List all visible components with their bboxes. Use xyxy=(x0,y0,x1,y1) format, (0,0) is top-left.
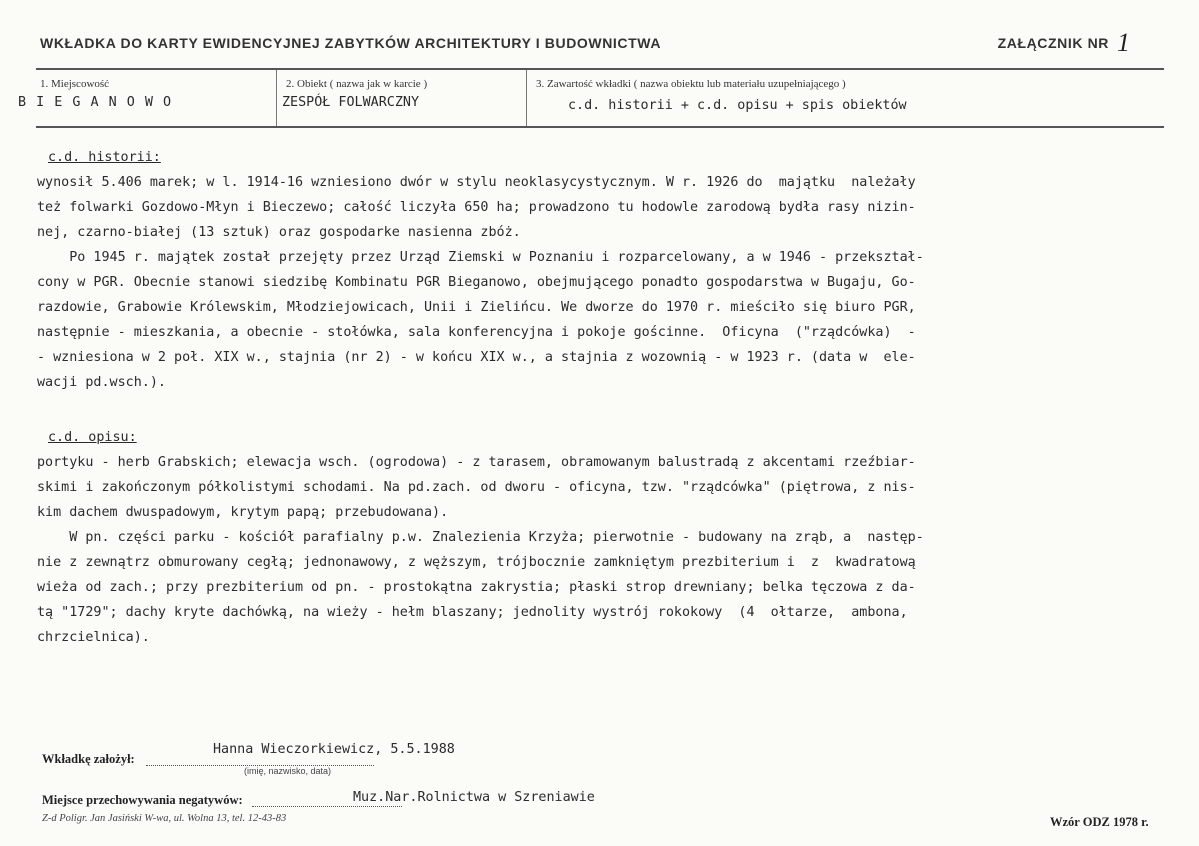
description-line: portyku - herb Grabskich; elewacja wsch. (ogrodowa) - z tarasem, obramowanym balustradą z akcentami rzeźbiar- xyxy=(37,455,916,470)
negatives-value: Muz.Nar.Rolnictwa w Szreniawie xyxy=(353,790,595,805)
history-line: cony w PGR. Obecnie stanowi siedzibę Kombinatu PGR Bieganowo, obejmującego ponadto gospodarstwa w Bugaju, Go- xyxy=(37,275,916,290)
description-line: wieża od zach.; przy prezbiterium od pn. - prostokątna zakrystia; płaski strop drewniany; belka tęczowa z da- xyxy=(37,580,916,595)
field-divider-2 xyxy=(526,70,527,126)
field-2-value: ZESPÓŁ FOLWARCZNY xyxy=(282,95,420,110)
description-line: kim dachem dwuspadowym, krytym papą; przebudowana). xyxy=(37,505,449,520)
negatives-label: Miejsce przechowywania negatywów: xyxy=(42,793,243,807)
history-line: następnie - mieszkania, a obecnie - stołówka, sala konferencyjna i pokoje gościnne. Oficyna ("rządcówka) - xyxy=(37,325,916,340)
field-divider-1 xyxy=(276,70,277,126)
field-3-label: 3. Zawartość wkładki ( nazwa obiektu lub materiału uzupełniającego ) xyxy=(536,78,846,90)
description-line: nie z zewnątrz obmurowany cegłą; jednonawowy, z węższym, trójbocznie zamkniętym prezbiterium i z kwadratową xyxy=(37,555,916,570)
field-1-label: 1. Miejscowość xyxy=(40,78,110,90)
annex-label: ZAŁĄCZNIK NR xyxy=(997,35,1109,51)
description-line: chrzcielnica). xyxy=(37,630,150,645)
history-line: - wzniesiona w 2 poł. XIX w., stajnia (nr 2) - w końcu XIX w., a stajnia z wozownią - w 1923 r. (data w ele- xyxy=(37,350,916,365)
description-line: skimi i zakończonym półkolistymi schodami. Na pd.zach. od dworu - oficyna, tzw. "rządcówka" (piętrowa, z nis- xyxy=(37,480,916,495)
founder-value: Hanna Wieczorkiewicz, 5.5.1988 xyxy=(213,742,455,757)
history-heading: c.d. historii: xyxy=(48,150,161,165)
form-model: Wzór ODZ 1978 r. xyxy=(1050,815,1149,829)
field-2-label: 2. Obiekt ( nazwa jak w karcie ) xyxy=(286,78,428,90)
header-top-rule xyxy=(36,68,1164,70)
founder-hint: (imię, nazwisko, data) xyxy=(244,766,332,776)
negatives-dotted-line xyxy=(252,806,402,807)
printer-imprint: Z-d Poligr. Jan Jasiński W-wa, ul. Wolna 13, tel. 12-43-83 xyxy=(42,813,287,824)
history-line: nej, czarno-białej (13 sztuk) oraz gospodarke nasienna zbóż. xyxy=(37,225,521,240)
field-1-value: B I E G A N O W O xyxy=(18,95,173,110)
header-bottom-rule xyxy=(36,126,1164,128)
form-title: WKŁADKA DO KARTY EWIDENCYJNEJ ZABYTKÓW ARCHITEKTURY I BUDOWNICTWA xyxy=(40,35,662,51)
history-line: też folwarki Gozdowo-Młyn i Bieczewo; całość liczyła 650 ha; prowadzono tu hodowle zarodową bydła rasy nizin- xyxy=(37,200,916,215)
description-heading: c.d. opisu: xyxy=(48,430,137,445)
field-3-value: c.d. historii + c.d. opisu + spis obiektów xyxy=(568,98,907,113)
founder-label: Wkładkę założył: xyxy=(42,752,135,766)
description-line: W pn. części parku - kościół parafialny p.w. Znalezienia Krzyża; pierwotnie - budowany na zrąb, a następ- xyxy=(37,530,924,545)
history-line: wynosił 5.406 marek; w l. 1914-16 wzniesiono dwór w stylu neoklasycystycznym. W r. 1926 do majątku należały xyxy=(37,175,916,190)
history-line: Po 1945 r. majątek został przejęty przez Urząd Ziemski w Poznaniu i rozparcelowany, a w 1946 - przekształ- xyxy=(37,250,924,265)
history-line: wacji pd.wsch.). xyxy=(37,375,166,390)
annex-number: 1 xyxy=(1117,28,1130,57)
description-line: tą "1729"; dachy kryte dachówką, na wieży - hełm blaszany; jednolity wystrój rokokowy (4 ołtarze, ambona, xyxy=(37,605,908,620)
history-line: razdowie, Grabowie Królewskim, Młodziejowicach, Unii i Zielińcu. We dworze do 1970 r. mieściło się biuro PGR, xyxy=(37,300,916,315)
